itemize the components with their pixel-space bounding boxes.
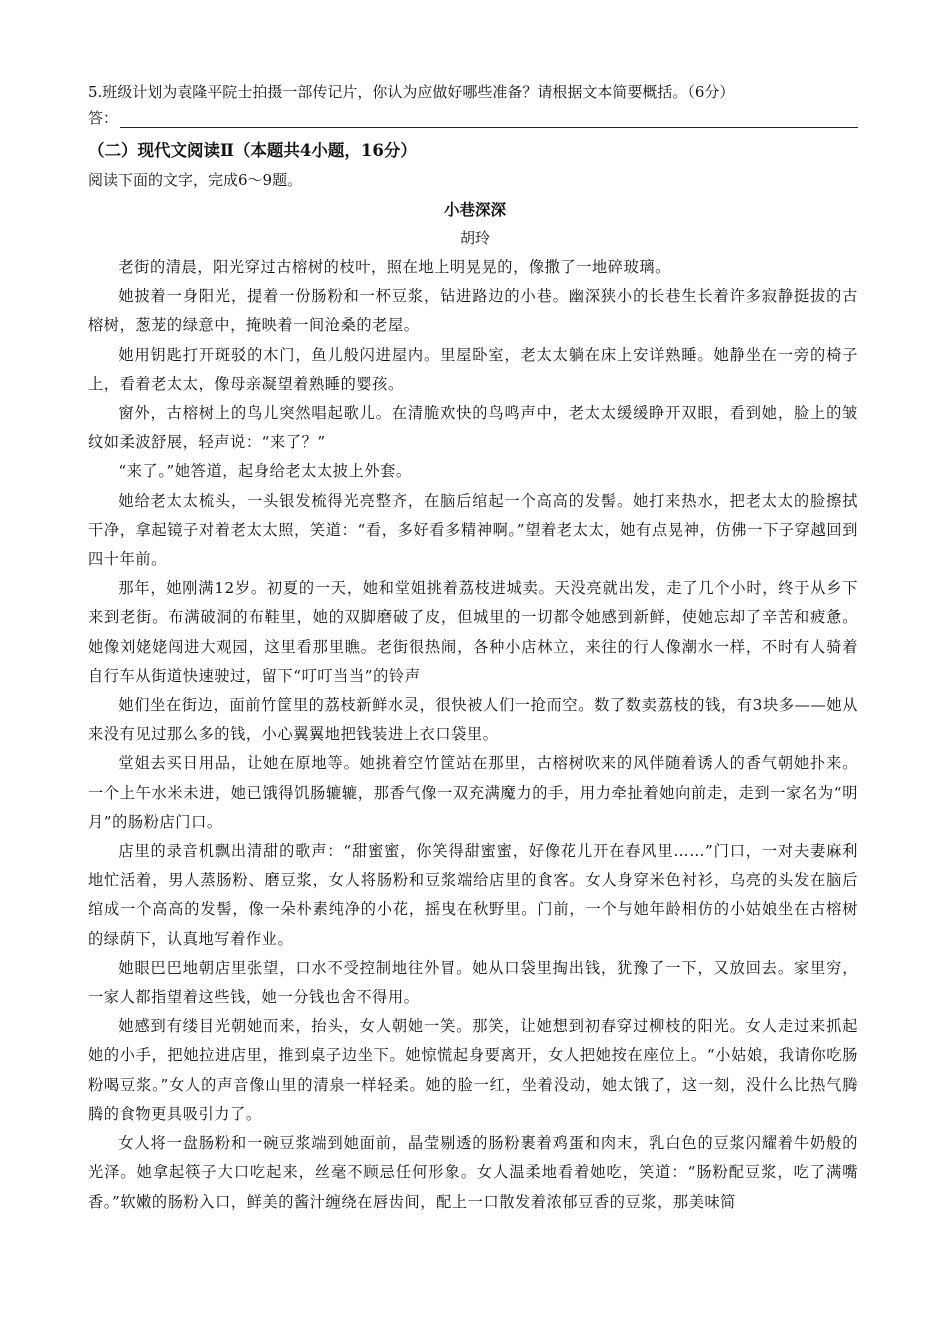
article-paragraph: 她感到有缕目光朝她而来，抬头，女人朝她一笑。那笑，让她想到初春穿过柳枝的阳光。女人走过来抓起她的小手，把她拉进店里，推到桌子边坐下。她惊慌起身要离开，女人把她按在座位上。“小姑娘，我请你吃肠粉喝豆浆。”女人的声音像山里的清泉一样轻柔。她的脸一红，坐着没动，她太饿了，这一刻，没什么比热气腾腾的食物更具吸引力了。 [88, 1017, 858, 1123]
article-paragraph: 她用钥匙打开斑驳的木门，鱼儿般闪进屋内。里屋卧室，老太太躺在床上安详熟睡。她静坐在一旁的椅子上，看着老太太，像母亲凝望着熟睡的婴孩。 [88, 345, 858, 393]
article-paragraph: 她们坐在街边，面前竹筐里的荔枝新鲜水灵，很快被人们一抢而空。数了数卖荔枝的钱，有3块多——她从来没有见过那么多的钱，小心翼翼地把钱装进上衣口袋里。 [88, 696, 858, 744]
article-paragraph: 女人将一盘肠粉和一碗豆浆端到她面前，晶莹剔透的肠粉裹着鸡蛋和肉末，乳白色的豆浆闪耀着牛奶般的光泽。她拿起筷子大口吃起来，丝毫不顾忌任何形象。女人温柔地看着她吃，笑道：“肠粉配豆浆，吃了满嘴香。”软嫩的肠粉入口，鲜美的酱汁缠绕在唇齿间，配上一口散发着浓郁豆香的豆浆，那美味简 [88, 1134, 858, 1211]
answer-label: 答： [88, 109, 119, 127]
article-paragraph: 她给老太太梳头，一头银发梳得光亮整齐，在脑后绾起一个高高的发髻。她打来热水，把老太太的脸擦拭干净，拿起镜子对着老太太照，笑道：“看，多好看多精神啊。”望着老太太，她有点晃神，仿佛一下子穿越回到四十年前。 [88, 491, 858, 569]
answer-row [88, 108, 858, 130]
article-paragraph: “来了。”她答道，起身给老太太披上外套。 [118, 462, 412, 481]
article-paragraph: 店里的录音机飘出清甜的歌声：“甜蜜蜜，你笑得甜蜜蜜，好像花儿开在春风里……”门口，一对夫妻麻利地忙活着，男人蒸肠粉、磨豆浆，女人将肠粉和豆浆端给店里的食客。女人身穿米色衬衫，乌亮的头发在脑后绾成一个高高的发髻，像一朵朴素纯净的小花，摇曳在秋野里。门前，一个与她年龄相仿的小姑娘坐在古榕树的绿荫下，认真地写着作业。 [88, 842, 858, 948]
article-paragraph: 窗外，古榕树上的鸟儿突然唱起歌儿。在清脆欢快的鸟鸣声中，老太太缓缓睁开双眼，看到她，脸上的皱纹如柔波舒展，轻声说：“来了？” [88, 404, 858, 452]
reading-instruction: 阅读下面的文字，完成6～9题。 [88, 171, 303, 189]
article-paragraph: 她披着一身阳光，提着一份肠粉和一杯豆浆，钻进路边的小巷。幽深狭小的长巷生长着许多寂静挺拔的古榕树，葱茏的绿意中，掩映着一间沧桑的老屋。 [88, 287, 858, 335]
article-paragraph: 老街的清晨，阳光穿过古榕树的枝叶，照在地上明晃晃的，像撒了一地碎玻璃。 [118, 258, 671, 276]
answer-line[interactable] [120, 127, 858, 128]
article-body [88, 253, 858, 1217]
section-heading: （二）现代文阅读Ⅱ（本题共4小题，16分） [88, 141, 417, 160]
article-title: 小巷深深 [443, 200, 506, 219]
article-author: 胡玲 [459, 229, 490, 247]
article-paragraph: 那年，她刚满12岁。初夏的一天，她和堂姐挑着荔枝进城卖。天没亮就出发，走了几个小时，终于从乡下来到老街。布满破洞的布鞋里，她的双脚磨破了皮，但城里的一切都令她感到新鲜，使她忘却了辛苦和疲惫。她像刘姥姥闯进大观园，这里看那里瞧。老街很热闹，各种小店林立，来往的行人像潮水一样，不时有人骑着自行车从街道快速驶过，留下“叮叮当当”的铃声 [88, 579, 858, 685]
article-paragraph: 她眼巴巴地朝店里张望，口水不受控制地往外冒。她从口袋里掏出钱，犹豫了一下，又放回去。家里穷，一家人都指望着这些钱，她一分钱也舍不得用。 [88, 958, 858, 1007]
article-paragraph: 堂姐去买日用品，让她在原地等。她挑着空竹筐站在那里，古榕树吹来的风伴随着诱人的香气朝她扑来。一个上午水米未进，她已饿得饥肠辘辘，那香气像一双充满魔力的手，用力牵扯着她向前走，走到一家名为“明月”的肠粉店门口。 [88, 754, 858, 831]
question-5-text: 5.班级计划为袁隆平院士拍摄一部传记片，你认为应做好哪些准备？请根据文本简要概括。（6分） [88, 83, 735, 101]
